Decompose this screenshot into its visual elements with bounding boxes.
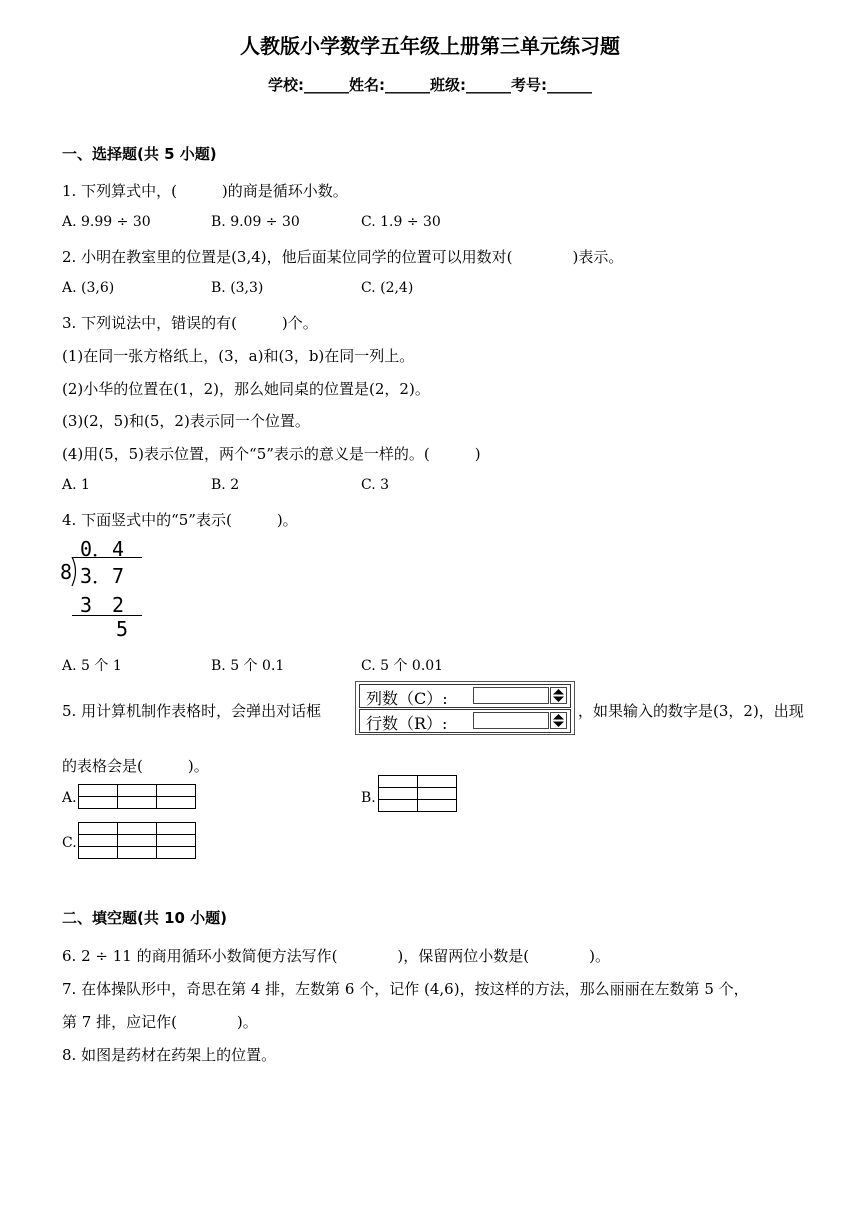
division-divisor: 8 [60,560,73,584]
q2-option-b: B. (3,3) [211,280,264,296]
question-6: 6. 2 ÷ 11 的商用循环小数简便方法写作( )，保留两位小数是( )。 [62,947,610,965]
dialog-row-field [473,712,549,729]
page-title: 人教版小学数学五年级上册第三单元练习题 [240,34,620,58]
division-product: 3 2 [80,593,125,617]
spinner-icon [550,687,567,704]
question-8: 8. 如图是药材在药架上的位置。 [62,1046,277,1064]
q2-option-c: C. (2,4) [361,280,414,296]
student-info-line: 学校:______姓名:______班级:______考号:______ [268,76,592,94]
q3-statement-2: (2)小华的位置在(1，2)，那么她同桌的位置是(2，2)。 [62,380,430,398]
q1-option-b: B. 9.09 ÷ 30 [211,214,300,230]
spinner-icon [550,712,567,729]
q3-option-a: A. 1 [62,477,90,493]
q3-statement-1: (1)在同一张方格纸上，(3，a)和(3，b)在同一列上。 [62,347,415,365]
question-5-line2: 的表格会是( )。 [62,757,209,775]
question-5-part1: 5. 用计算机制作表格时，会弹出对话框 [62,702,322,720]
question-7-line1: 7. 在体操队形中，奇思在第 4 排，左数第 6 个，记作 (4,6)，按这样的方法，那么丽丽在左数第 5 个， [62,980,749,998]
q4-option-b: B. 5 个 0.1 [211,658,285,674]
q5-option-c: C. [62,835,77,851]
q5-table-b [378,775,457,812]
section-heading-fill: 二、填空题(共 10 小题) [62,909,228,927]
q2-option-a: A. (3,6) [62,280,115,296]
division-subtract-line [72,615,142,616]
dialog-row-row [359,709,571,733]
dialog-column-field [473,687,549,704]
dialog-column-row [359,684,571,708]
question-3: 3. 下列说法中，错误的有( )个。 [62,314,318,332]
long-division-figure [58,533,148,641]
q3-statement-3: (3)(2，5)和(5，2)表示同一个位置。 [62,412,310,430]
q1-option-a: A. 9.99 ÷ 30 [62,214,151,230]
question-7-line2: 第 7 排，应记作( )。 [62,1013,258,1031]
q1-option-c: C. 1.9 ÷ 30 [361,214,441,230]
q5-table-a [78,784,196,809]
question-4: 4. 下面竖式中的“5”表示( )。 [62,511,298,529]
section-heading-choice: 一、选择题(共 5 小题) [62,145,217,163]
q3-option-c: C. 3 [361,477,390,493]
q4-option-c: C. 5 个 0.01 [361,658,444,674]
q5-table-c [78,822,196,859]
q3-statement-4: (4)用(5，5)表示位置，两个“5”表示的意义是一样的。( ) [62,445,481,463]
q5-option-b: B. [361,790,376,806]
division-remainder: 5 [116,617,129,641]
dialog-row-label: 行数（R）: [366,714,448,733]
division-bracket [71,557,79,587]
division-dividend: 3．7 [80,564,125,588]
table-dialog-image [355,681,575,735]
question-2: 2. 小明在教室里的位置是(3,4)，他后面某位同学的位置可以用数对( )表示。 [62,248,624,266]
question-5-part2: ，如果输入的数字是(3，2)，出现 [578,702,804,720]
question-1: 1. 下列算式中，( )的商是循环小数。 [62,182,348,200]
q3-option-b: B. 2 [211,477,240,493]
division-quotient: 0．4 [80,537,125,561]
division-bar [72,557,142,558]
dialog-column-label: 列数（C）: [366,689,448,708]
q4-option-a: A. 5 个 1 [62,658,122,674]
q5-option-a: A. [62,790,77,806]
